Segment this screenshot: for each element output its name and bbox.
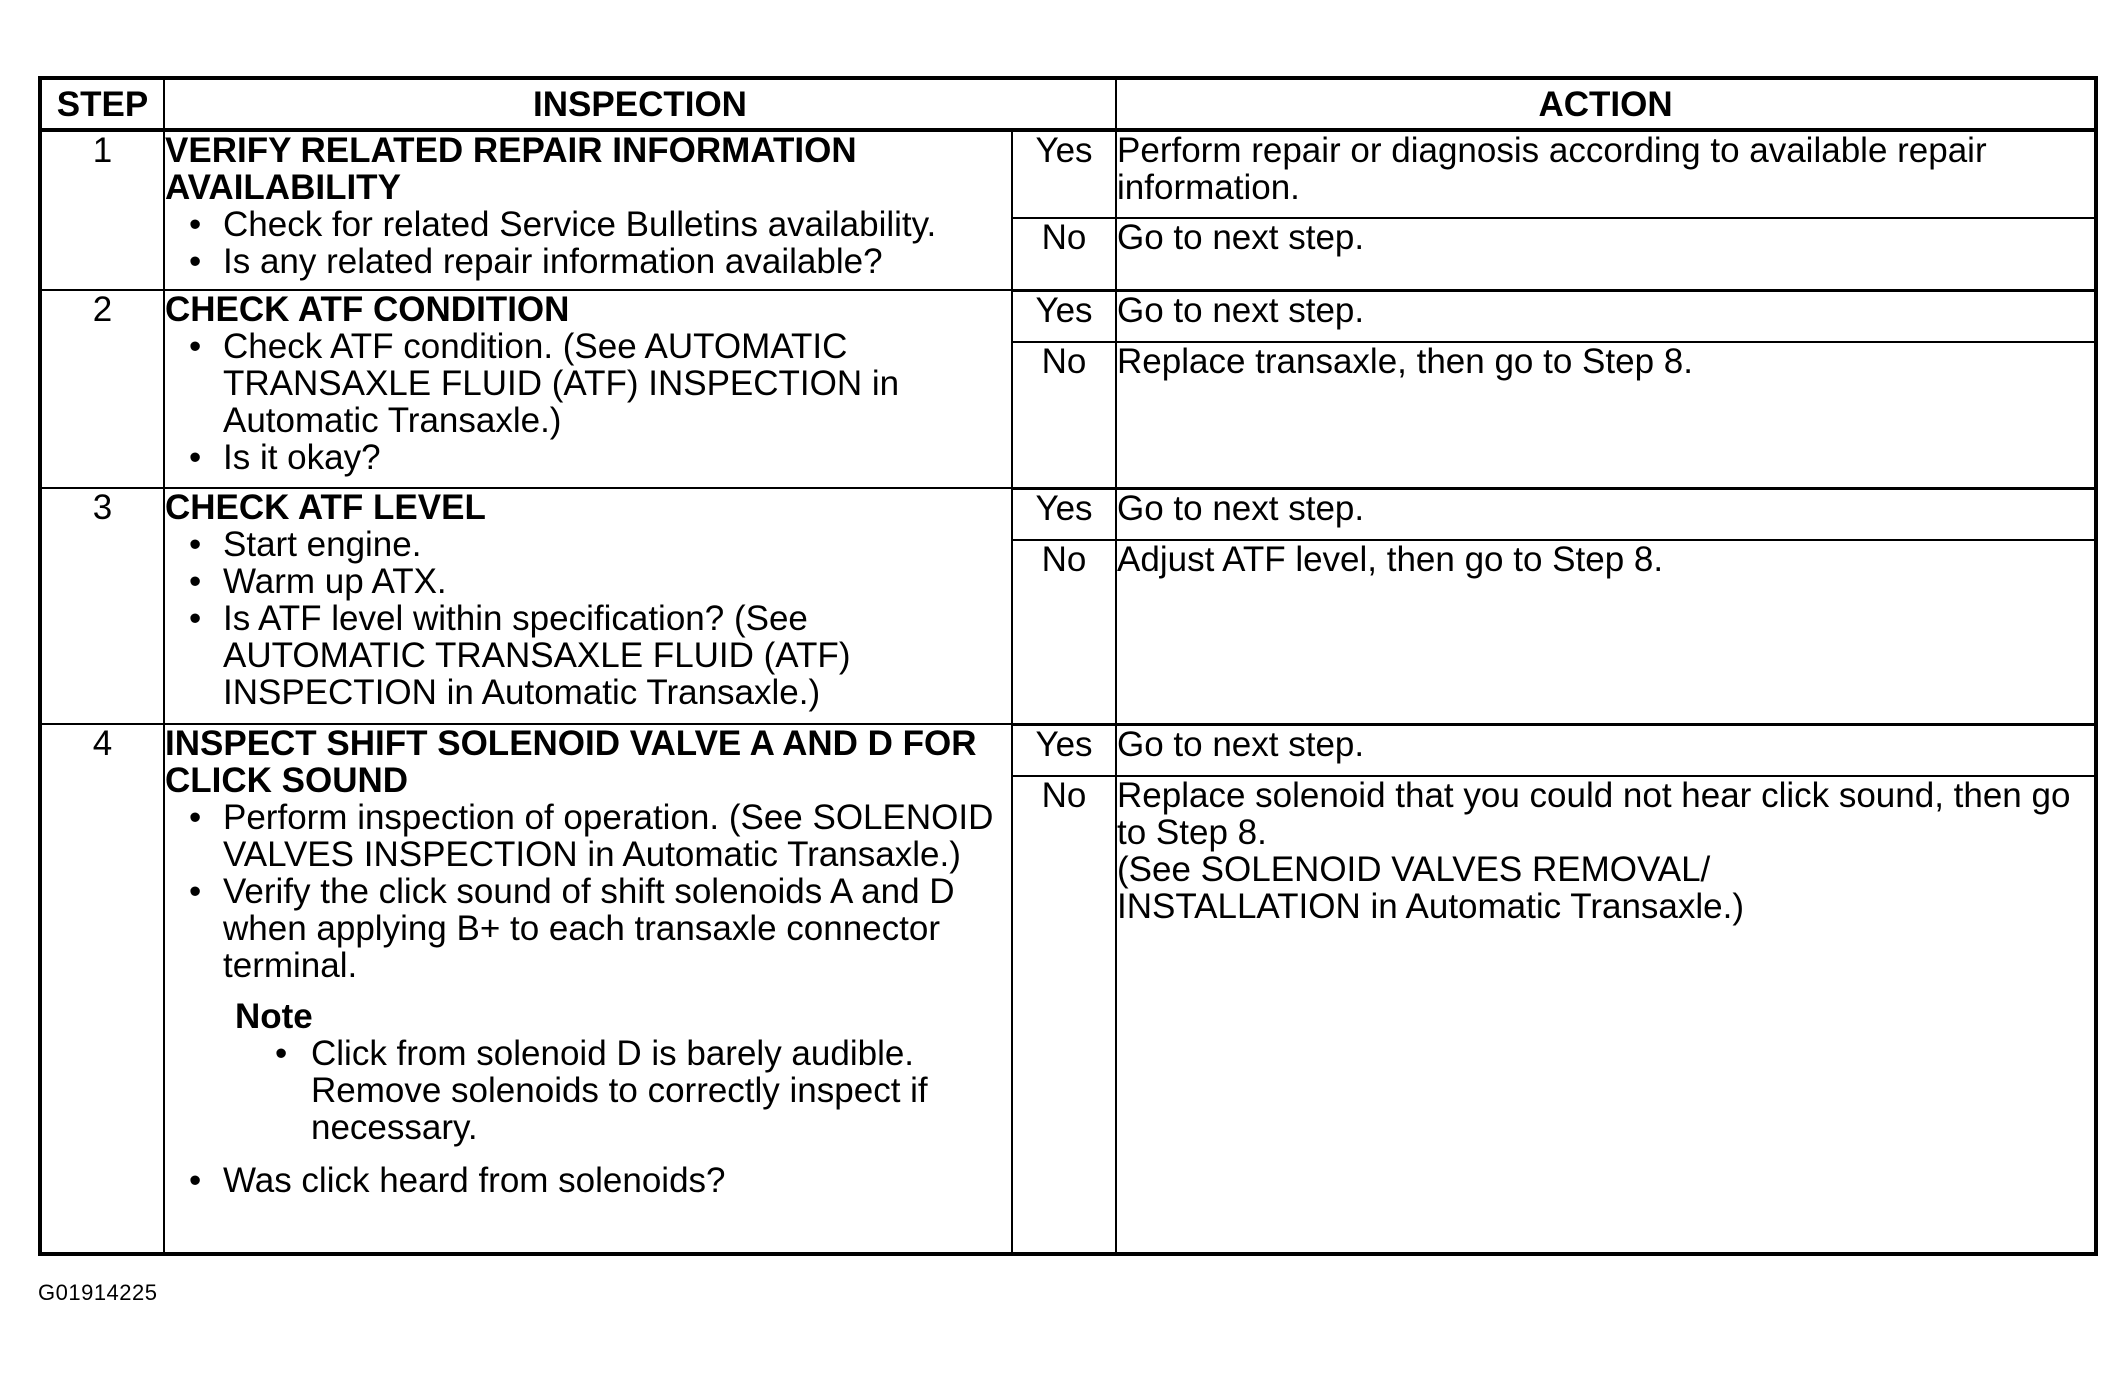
list-item: • Verify the click sound of shift solenoids A and D when applying B+ to each transaxle connector terminal. xyxy=(183,873,1011,984)
list-item: • Was click heard from solenoids? xyxy=(183,1162,1011,1199)
step-heading: CHECK ATF CONDITION xyxy=(165,290,570,329)
header-row xyxy=(40,78,2096,130)
step-number: 4 xyxy=(40,724,164,1254)
no-action: Adjust ATF level, then go to Step 8. xyxy=(1116,540,2096,724)
yes-label: Yes xyxy=(1012,130,1116,218)
yes-action: Go to next step. xyxy=(1116,724,2096,776)
step-2-yes-row xyxy=(40,290,2096,342)
diagnostic-table xyxy=(38,76,2098,1256)
note-list xyxy=(235,1035,1011,1146)
no-action xyxy=(1116,776,2096,1254)
inspection-list xyxy=(165,526,1011,711)
figure-code: G01914225 xyxy=(38,1280,158,1305)
no-action-reference: (See SOLENOID VALVES REMOVAL/ INSTALLATION in Automatic Transaxle.) xyxy=(1117,850,1744,926)
no-label: No xyxy=(1012,342,1116,488)
step-inspection xyxy=(164,724,1012,1254)
step-heading: CHECK ATF LEVEL xyxy=(165,488,486,527)
list-item: • Check ATF condition. (See AUTOMATIC TRANSAXLE FLUID (ATF) INSPECTION in Automatic Transaxle.) xyxy=(183,328,1011,439)
yes-label: Yes xyxy=(1012,724,1116,776)
step-4-yes-row xyxy=(40,724,2096,776)
list-item: • Perform inspection of operation. (See SOLENOID VALVES INSPECTION in Automatic Transaxle.) xyxy=(183,799,1011,873)
list-item: • Is it okay? xyxy=(183,439,1011,476)
yes-label: Yes xyxy=(1012,290,1116,342)
step-inspection xyxy=(164,130,1012,290)
no-action: Go to next step. xyxy=(1116,218,2096,290)
yes-action: Go to next step. xyxy=(1116,488,2096,540)
note-title: Note xyxy=(235,997,313,1036)
list-item: • Start engine. xyxy=(183,526,1011,563)
yes-label: Yes xyxy=(1012,488,1116,540)
yes-action: Perform repair or diagnosis according to available repair information. xyxy=(1116,130,2096,218)
list-item: • Check for related Service Bulletins availability. xyxy=(183,206,1011,243)
list-item: • Is ATF level within specification? (See AUTOMATIC TRANSAXLE FLUID (ATF) INSPECTION in Automatic Transaxle.) xyxy=(183,600,1011,711)
list-item: • Warm up ATX. xyxy=(183,563,1011,600)
step-number: 1 xyxy=(40,130,164,290)
no-label: No xyxy=(1012,540,1116,724)
no-action: Replace transaxle, then go to Step 8. xyxy=(1116,342,2096,488)
inspection-list xyxy=(165,799,1011,984)
step-inspection xyxy=(164,488,1012,724)
inspection-list xyxy=(165,206,1011,280)
header-inspection: INSPECTION xyxy=(164,78,1116,130)
no-action-text: Replace solenoid that you could not hear click sound, then go to Step 8. xyxy=(1117,776,2071,852)
step-3-yes-row xyxy=(40,488,2096,540)
step-inspection xyxy=(164,290,1012,488)
no-label: No xyxy=(1012,218,1116,290)
step-number: 2 xyxy=(40,290,164,488)
step-1-yes-row xyxy=(40,130,2096,218)
note-item: • Click from solenoid D is barely audible. Remove solenoids to correctly inspect if necessary. xyxy=(271,1035,1011,1146)
inspection-list xyxy=(165,328,1011,476)
yes-action: Go to next step. xyxy=(1116,290,2096,342)
step-number: 3 xyxy=(40,488,164,724)
header-action: ACTION xyxy=(1116,78,2096,130)
header-step: STEP xyxy=(40,78,164,130)
step-heading: INSPECT SHIFT SOLENOID VALVE A AND D FOR CLICK SOUND xyxy=(165,724,977,800)
step-heading: VERIFY RELATED REPAIR INFORMATION AVAILABILITY xyxy=(165,131,857,207)
no-label: No xyxy=(1012,776,1116,1254)
list-item: • Is any related repair information available? xyxy=(183,243,1011,280)
note-block xyxy=(235,998,1011,1146)
inspection-list xyxy=(165,1162,1011,1199)
